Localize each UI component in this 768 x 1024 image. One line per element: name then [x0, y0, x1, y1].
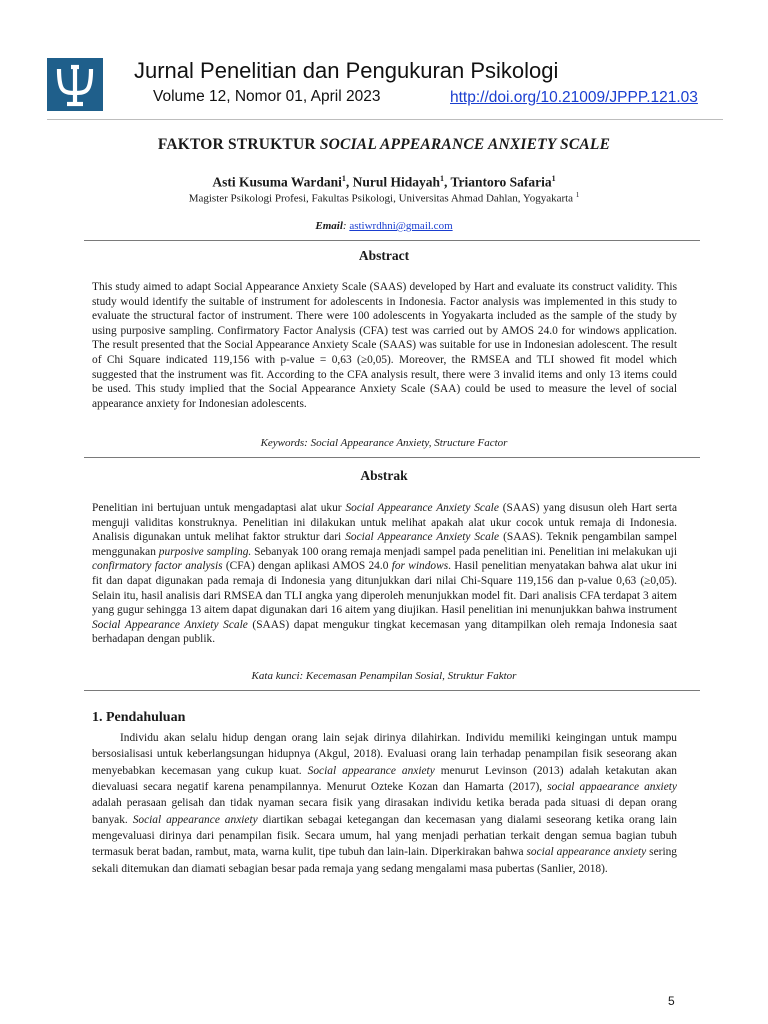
section-heading: 1. Pendahuluan	[92, 710, 186, 725]
section-divider	[84, 240, 700, 241]
journal-title: Jurnal Penelitian dan Pengukuran Psikologi	[134, 58, 559, 83]
keywords: Keywords: Social Appearance Anxiety, Structure Factor	[260, 437, 508, 449]
section-divider	[84, 690, 700, 691]
doi-link[interactable]: http://doi.org/10.21009/JPPP.121.03	[450, 89, 698, 106]
email-label: Email	[315, 220, 343, 232]
author-list: Asti Kusuma Wardani$^1$, Nurul Hidayah$^1$, Triantoro Safaria$^1$	[212, 174, 556, 190]
abstract-heading: Abstract	[358, 248, 410, 263]
journal-logo	[47, 58, 103, 111]
affiliation: Magister Psikologi Profesi, Fakultas Psikologi, Universitas Ahmad Dahlan, Yogyakarta $^1$	[188, 191, 580, 205]
abstract-text: This study aimed to adapt Social Appearance Anxiety Scale (SAAS) developed by Hart and evaluate its construct validity. This study would identify the suitable of instrument for adolescents in Indonesia. Factor analysis was implemented in this study to evaluate the structural factor of instrument. There were 100 adolescents in Yogyakarta included as the sample of the study by using purposive sampling. Confirmatory Factor Analysis (CFA) test was carried out by AMOS 24.0 for windows application. The result presented that the Social Appearance Anxiety Scale (SAAS) was suitable for use in Indonesian adolescent. The result of Chi Square indicated 119,156 with p-value = 0,63 (≥0,05). Moreover, the RMSEA and TLI showed fit model which suggested that the instrument was fit. According to the CFA analysis result, there were 3 invalid items and only 13 items could be used. This study implied that the Social Appearance Anxiety Scale (SAA) could be used to measure the level of social appearance anxiety for Indonesian adolescents.	[92, 281, 677, 410]
psi-logo-icon	[47, 58, 103, 111]
abstrak-text: Penelitian ini bertujuan untuk mengadaptasi alat ukur Social Appearance Anxiety Scale (SAAS) yang disusun oleh Hart serta menguji validitas konstruknya. Penelitian ini dilakukan untuk melihat apakah alat ukur cocok untuk remaja di Indonesia. Analisis digunakan untuk melihat faktor struktur dari Social Appearance Anxiety Scale (SAAS). Teknik pengambilan sampel menggunakan purposive sampling. Sebanyak 100 orang remaja menjadi sampel pada penelitian ini. Penelitian ini melakukan uji confirmatory factor analysis (CFA) dengan aplikasi AMOS 24.0 for windows. Hasil penelitian menyatakan bahwa alat ukur ini fit dan dapat digunakan pada remaja di Indonesia yang ditunjukkan dari nilai Chi-Square 119,156 dan p-value 0,63 (≥0,05). Selain itu, hasil analisis dari RMSEA dan TLI angka yang diperoleh menunjukkan model fit. Dari analisis CFA terdapat 3 aitem yang gugur sehingga 13 aitem dapat digunakan dari 16 aitem yang diujikan. Hasil penelitian ini menunjukkan bahwa instrument Social Appearance Anxiety Scale (SAAS) dapat mengukur tingkat kecemasan yang ditampilkan oleh remaja Indonesia saat berhadapan dengan publik.	[92, 502, 678, 646]
section-divider	[84, 457, 700, 458]
author-name: Nurul Hidayah	[352, 174, 441, 190]
author-name: Triantoro Safaria	[450, 174, 552, 190]
header-divider	[47, 119, 723, 120]
author-name: Asti Kusuma Wardani	[212, 174, 342, 190]
section-paragraph: Individu akan selalu hidup dengan orang lain sejak dirinya dilahirkan. Individu memiliki keingingan untuk mampu bersosialisasi untuk keberlangsungan hidupnya (Akgul, 2018). Evaluasi orang lain terhadap penampilan fisik seseorang akan menyebabkan kecemasan yang cukup kuat. Social appearance anxiety menurut Levinson (2013) adalah ketakutan akan dievaluasi secara negatif karena penampilannya. Menurut Ozteke Kozan dan Hamarta (2017), social appaearance anxiety adalah perasaan gelisah dan tidak nyaman secara fisik yang dirasakan individu ketika berada pada situasi di depan orang banyak. Social appearance anxiety diartikan sebagai ketegangan dan kecemasan yang dialami seseorang ketika orang lain mengevaluasi dirinya dari penampilan fisik. Secara umum, hal yang menjadi perhatian terkait dengan semua bagian tubuh termasuk berat badan, rambut, mata, warna kulit, tipe tubuh dan lain-lain. Diperkirakan bahwa social appearance anxiety sering sekali ditemukan dan diamati sebagian besar pada remaja yang sedang mengalami masa pubertas (Sanlier, 2018).	[92, 732, 678, 875]
article-title: FAKTOR STRUKTUR SOCIAL APPEARANCE ANXIETY SCALE	[157, 136, 611, 153]
abstrak-heading: Abstrak	[360, 468, 408, 483]
journal-volume: Volume 12, Nomor 01, April 2023	[153, 88, 381, 105]
email-link[interactable]: astiwrdhni@gmail.com	[349, 220, 453, 232]
page-number: 5	[668, 994, 675, 1008]
email-line: Email: astiwrdhni@gmail.com	[315, 220, 453, 232]
kata-kunci: Kata kunci: Kecemasan Penampilan Sosial, Struktur Faktor	[251, 670, 517, 682]
